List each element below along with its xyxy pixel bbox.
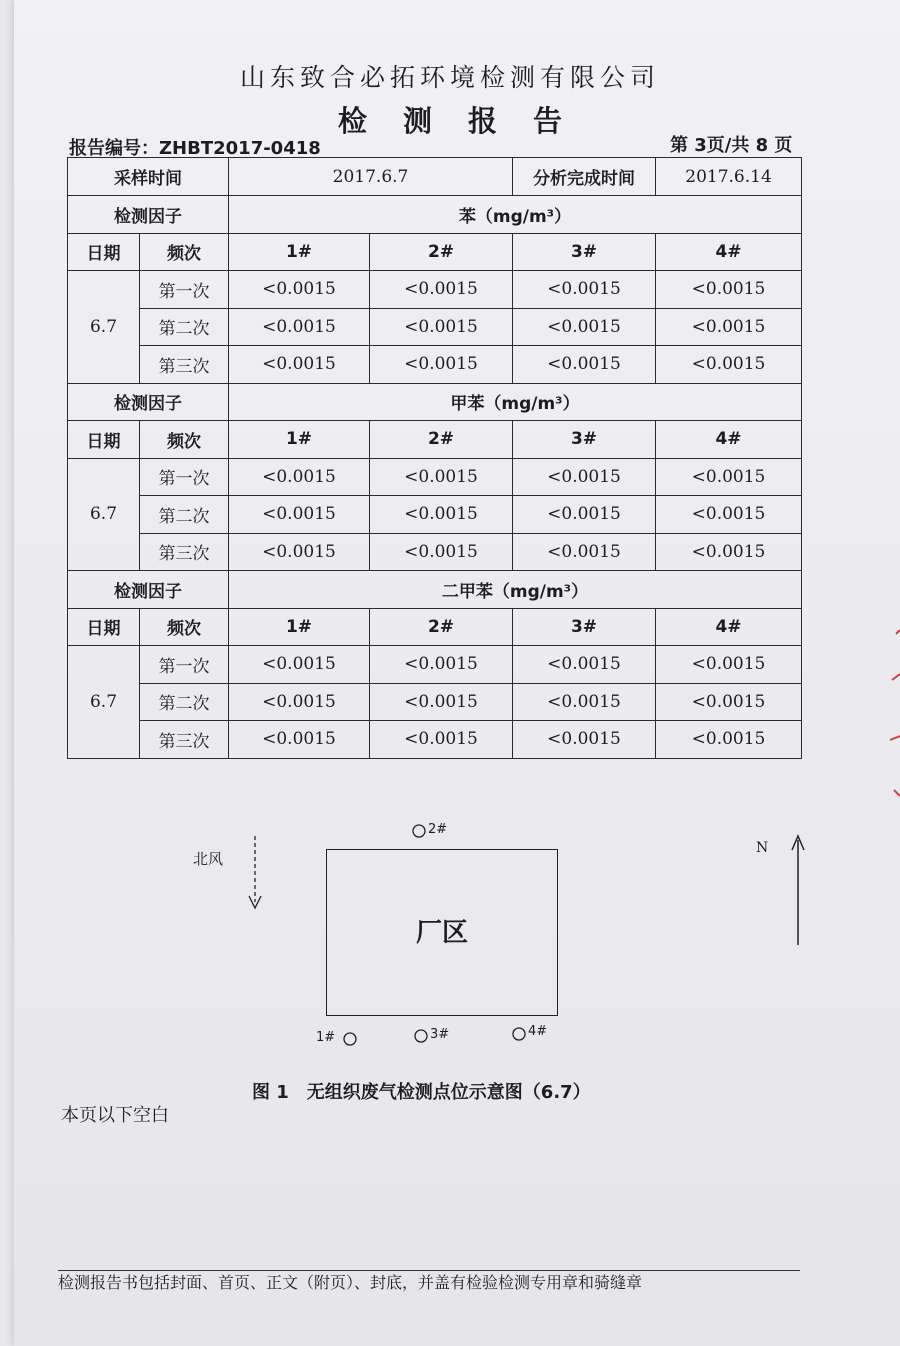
value-cell: <0.0015	[656, 721, 802, 759]
value-cell: <0.0015	[370, 308, 513, 346]
value-cell: <0.0015	[370, 458, 513, 496]
point-header: 3#	[513, 233, 656, 271]
point-2-marker-icon	[413, 825, 425, 837]
value-cell: <0.0015	[513, 683, 656, 721]
value-cell: <0.0015	[656, 646, 802, 684]
date-cell: 6.7	[68, 271, 140, 384]
page-info: 第 3页/共 8 页	[670, 135, 793, 156]
factor-name: 甲苯（mg/m³）	[229, 383, 802, 421]
title-char: 报	[468, 104, 498, 138]
value-cell: <0.0015	[656, 271, 802, 309]
value-cell: <0.0015	[513, 271, 656, 309]
point-4-label: 4#	[528, 1024, 548, 1039]
point-header: 3#	[513, 421, 656, 459]
value-cell: <0.0015	[656, 458, 802, 496]
value-cell: <0.0015	[370, 646, 513, 684]
value-cell: <0.0015	[656, 496, 802, 534]
value-cell: <0.0015	[513, 308, 656, 346]
analysis-time-label: 分析完成时间	[513, 158, 656, 196]
analysis-time-value: 2017.6.14	[656, 158, 802, 196]
point-1-label: 1#	[316, 1030, 336, 1045]
value-cell: <0.0015	[513, 458, 656, 496]
frequency-cell: 第一次	[140, 646, 229, 684]
value-cell: <0.0015	[656, 533, 802, 571]
value-cell: <0.0015	[229, 646, 370, 684]
date-cell: 6.7	[68, 646, 140, 759]
value-cell: <0.0015	[229, 496, 370, 534]
date-header: 日期	[68, 421, 140, 459]
value-cell: <0.0015	[229, 721, 370, 759]
point-header: 2#	[370, 608, 513, 646]
point-2-label: 2#	[428, 822, 448, 837]
frequency-header: 频次	[140, 608, 229, 646]
value-cell: <0.0015	[229, 683, 370, 721]
footer-note: 检测报告书包括封面、首页、正文（附页）、封底，并盖有检验检测专用章和骑缝章	[58, 1273, 643, 1292]
frequency-cell: 第三次	[140, 533, 229, 571]
title-char: 告	[533, 104, 563, 138]
date-header: 日期	[68, 233, 140, 271]
point-1-marker-icon	[344, 1033, 356, 1045]
value-cell: <0.0015	[513, 721, 656, 759]
value-cell: <0.0015	[656, 683, 802, 721]
value-cell: <0.0015	[513, 646, 656, 684]
frequency-cell: 第三次	[140, 721, 229, 759]
title-char: 测	[402, 104, 432, 138]
value-cell: <0.0015	[229, 533, 370, 571]
frequency-cell: 第二次	[140, 308, 229, 346]
value-cell: <0.0015	[513, 346, 656, 384]
point-header: 1#	[229, 421, 370, 459]
date-header: 日期	[68, 608, 140, 646]
value-cell: <0.0015	[370, 683, 513, 721]
factor-name: 二甲苯（mg/m³）	[229, 571, 802, 609]
point-3-marker-icon	[415, 1030, 427, 1042]
frequency-header: 频次	[140, 233, 229, 271]
north-label: N	[756, 840, 769, 856]
value-cell: <0.0015	[229, 346, 370, 384]
point-header: 4#	[656, 233, 802, 271]
point-header: 4#	[656, 608, 802, 646]
frequency-cell: 第二次	[140, 683, 229, 721]
value-cell: <0.0015	[513, 496, 656, 534]
frequency-cell: 第二次	[140, 496, 229, 534]
company-name: 山东致合必拓环境检测有限公司	[239, 63, 660, 92]
point-header: 2#	[370, 233, 513, 271]
factor-label: 检测因子	[68, 571, 229, 609]
title-char: 检	[337, 104, 367, 138]
value-cell: <0.0015	[229, 308, 370, 346]
frequency-cell: 第一次	[140, 271, 229, 309]
seal-edge-mark	[886, 620, 900, 820]
report-number-label: 报告编号：	[69, 138, 159, 159]
wind-label: 北风	[193, 850, 224, 868]
figure-caption: 图 1 无组织废气检测点位示意图（6.7）	[252, 1082, 591, 1103]
value-cell: <0.0015	[229, 458, 370, 496]
sampling-time-value: 2017.6.7	[229, 158, 513, 196]
point-header: 1#	[229, 608, 370, 646]
sampling-time-label: 采样时间	[68, 158, 229, 196]
value-cell: <0.0015	[370, 346, 513, 384]
frequency-cell: 第三次	[140, 346, 229, 384]
point-header: 3#	[513, 608, 656, 646]
plant-label: 厂区	[415, 918, 468, 948]
value-cell: <0.0015	[370, 721, 513, 759]
value-cell: <0.0015	[656, 346, 802, 384]
blank-page-note: 本页以下空白	[61, 1105, 169, 1126]
point-header: 2#	[370, 421, 513, 459]
frequency-cell: 第一次	[140, 458, 229, 496]
value-cell: <0.0015	[513, 533, 656, 571]
value-cell: <0.0015	[229, 271, 370, 309]
report-number-value: ZHBT2017-0418	[159, 138, 321, 159]
factor-label: 检测因子	[68, 196, 229, 234]
point-header: 1#	[229, 233, 370, 271]
factor-name: 苯（mg/m³）	[229, 196, 802, 234]
date-cell: 6.7	[68, 458, 140, 571]
point-3-label: 3#	[430, 1027, 450, 1042]
frequency-header: 频次	[140, 421, 229, 459]
value-cell: <0.0015	[370, 533, 513, 571]
point-4-marker-icon	[513, 1028, 525, 1040]
point-header: 4#	[656, 421, 802, 459]
value-cell: <0.0015	[656, 308, 802, 346]
factor-label: 检测因子	[68, 383, 229, 421]
value-cell: <0.0015	[370, 271, 513, 309]
value-cell: <0.0015	[370, 496, 513, 534]
